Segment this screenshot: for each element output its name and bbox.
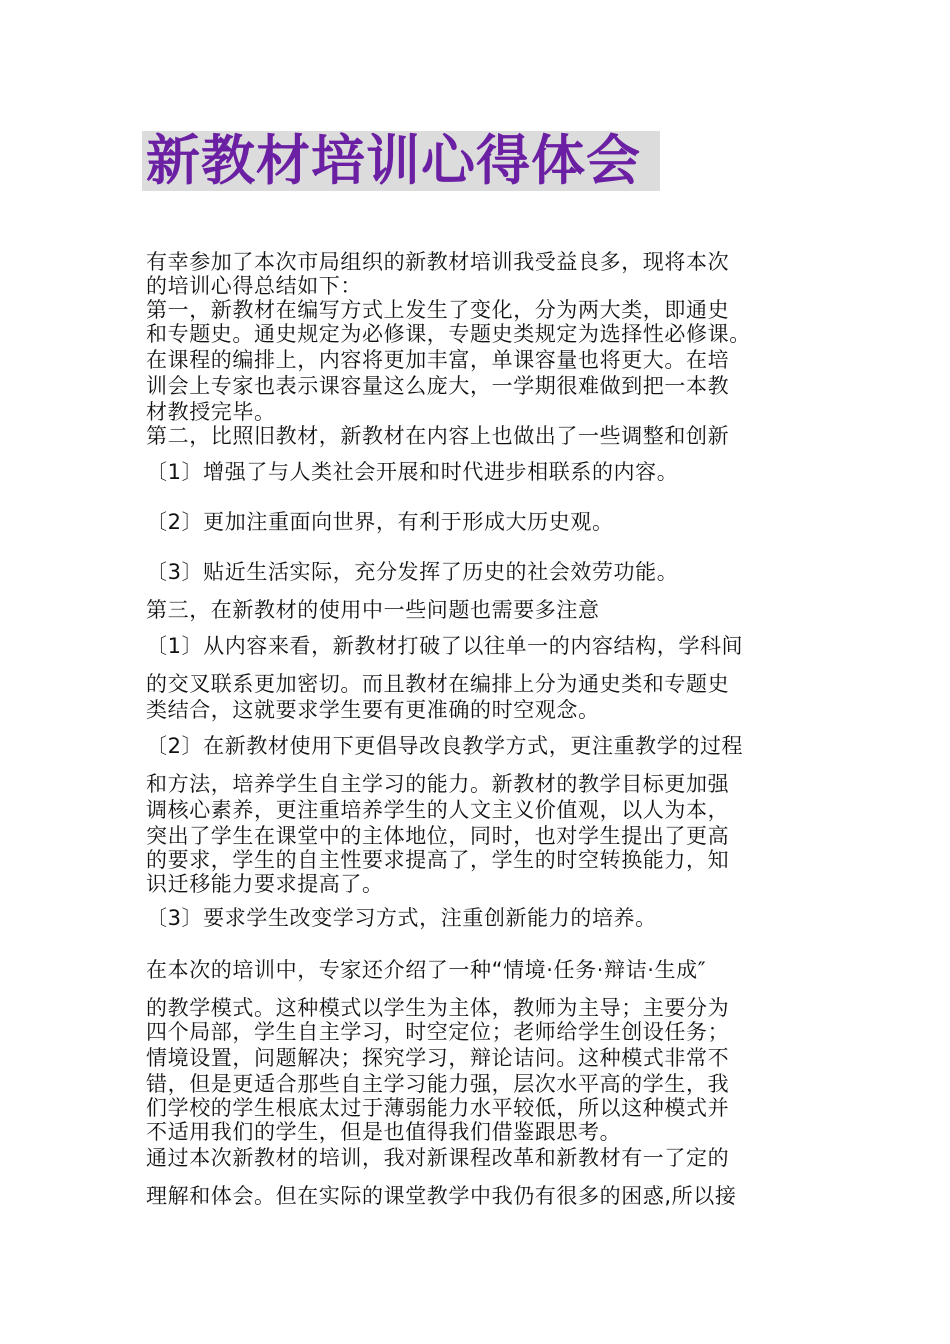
list-item: 〔2〕在新教材使用下更倡导改良教学方式，更注重教学的过程 bbox=[146, 734, 744, 758]
list-item: 〔1〕从内容来看，新教材打破了以往单一的内容结构，学科间 bbox=[146, 634, 744, 658]
body-line: 材教授完毕。 bbox=[146, 400, 276, 424]
list-item: 〔3〕要求学生改变学习方式，注重创新能力的培养。 bbox=[146, 906, 657, 930]
body-line: 不适用我们的学生，但是也值得我们借鉴跟思考。 bbox=[146, 1120, 622, 1144]
body-line: 在课程的编排上，内容将更加丰富，单课容量也将更大。在培 bbox=[146, 348, 730, 372]
body-line: 理解和体会。但在实际的课堂教学中我仍有很多的困惑,所以接 bbox=[146, 1184, 737, 1208]
body-line: 和专题史。通史规定为必修课，专题史类规定为选择性必修课。 bbox=[146, 322, 751, 346]
body-line: 通过本次新教材的培训，我对新课程改革和新教材有一了定的 bbox=[146, 1146, 730, 1170]
body-line: 情境设置，问题解决；探究学习，辩论诘问。这种模式非常不 bbox=[146, 1046, 730, 1070]
body-line: 们学校的学生根底太过于薄弱能力水平较低，所以这种模式并 bbox=[146, 1096, 730, 1120]
body-line: 和方法，培养学生自主学习的能力。新教材的教学目标更加强 bbox=[146, 772, 730, 796]
body-line: 的要求，学生的自主性要求提高了，学生的时空转换能力，知 bbox=[146, 848, 730, 872]
body-line: 的交叉联系更加密切。而且教材在编排上分为通史类和专题史 bbox=[146, 672, 730, 696]
list-item: 〔3〕贴近生活实际，充分发挥了历史的社会效劳功能。 bbox=[146, 560, 679, 584]
body-line: 第二，比照旧教材，新教材在内容上也做出了一些调整和创新 bbox=[146, 424, 730, 448]
body-line: 的教学模式。这种模式以学生为主体，教师为主导；主要分为 bbox=[146, 996, 730, 1020]
body-line: 调核心素养，更注重培养学生的人文主义价值观，以人为本， bbox=[146, 798, 730, 822]
body-line: 有幸参加了本次市局组织的新教材培训我受益良多，现将本次 bbox=[146, 250, 730, 274]
body-line: 类结合，这就要求学生要有更准确的时空观念。 bbox=[146, 698, 600, 722]
body-line: 训会上专家也表示课容量这么庞大，一学期很难做到把一本教 bbox=[146, 374, 730, 398]
body-line: 错，但是更适合那些自主学习能力强，层次水平高的学生，我 bbox=[146, 1072, 730, 1096]
body-line: 突出了学生在课堂中的主体地位，同时，也对学生提出了更高 bbox=[146, 824, 730, 848]
body-line: 识迁移能力要求提高了。 bbox=[146, 872, 384, 896]
body-line: 第一，新教材在编写方式上发生了变化，分为两大类，即通史 bbox=[146, 298, 730, 322]
body-line: 第三，在新教材的使用中一些问题也需要多注意 bbox=[146, 598, 600, 622]
list-item: 〔2〕更加注重面向世界，有利于形成大历史观。 bbox=[146, 510, 614, 534]
body-line: 四个局部，学生自主学习，时空定位；老师给学生创设任务； bbox=[146, 1020, 730, 1044]
body-line: 在本次的培训中，专家还介绍了一种“情境·任务·辩诘·生成″ bbox=[146, 958, 707, 982]
body-line: 的培训心得总结如下： bbox=[146, 274, 362, 298]
page-title: 新教材培训心得体会 bbox=[146, 129, 641, 192]
list-item: 〔1〕增强了与人类社会开展和时代进步相联系的内容。 bbox=[146, 460, 679, 484]
